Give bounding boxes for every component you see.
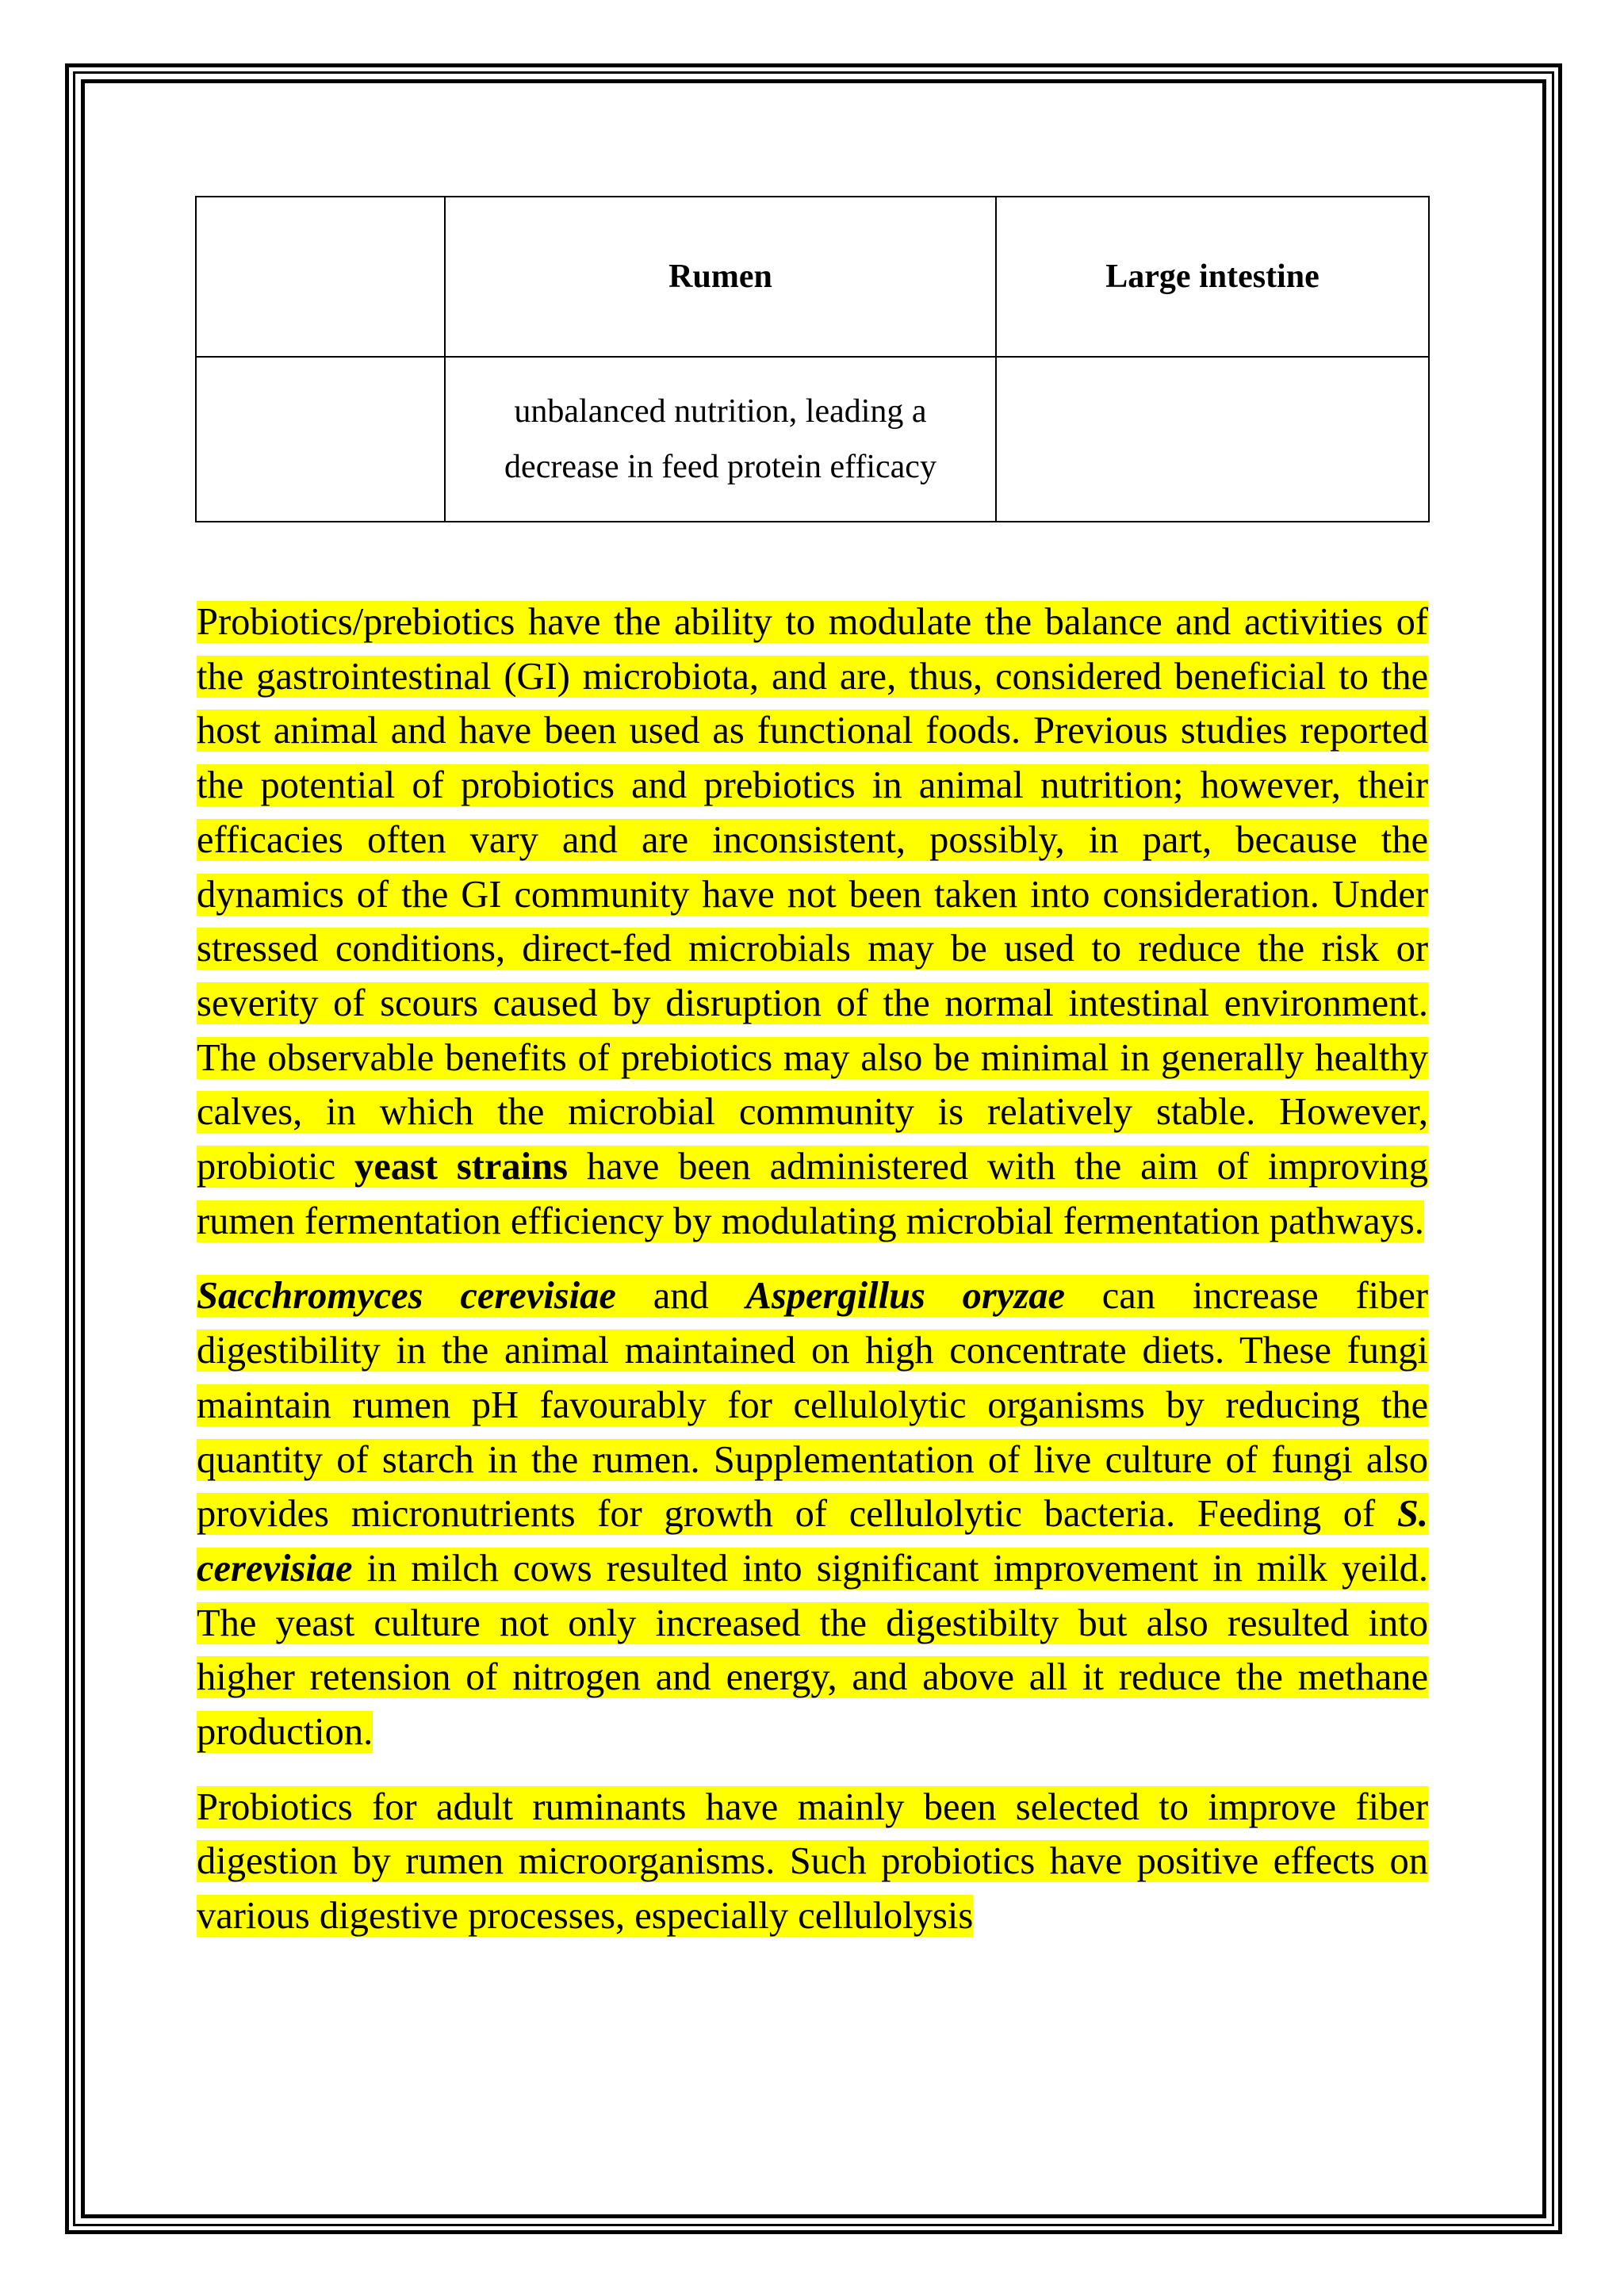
species-name: S. cerevisiae bbox=[197, 1493, 1428, 1590]
table-cell bbox=[196, 357, 445, 522]
paragraph-text: can increase fiber digestibility in the animal maintained on high concentrate diets. These fungi maintain rumen pH favourably for cellulolytic organisms by reducing the quantity of starch in the rumen. Supplementation of live culture of fungi also provides micronutrients for growth of cellulolytic bacteria. Feeding of bbox=[197, 1275, 1429, 1536]
highlighted-text bbox=[197, 1275, 1428, 1753]
paragraph-text: Probiotics for adult ruminants have mainly been selected to improve fiber digestion by rumen microorganisms. Such probiotics have positive effects on various digestive processes, especially cellulolysis bbox=[197, 1785, 1428, 1938]
highlighted-text bbox=[197, 1786, 1428, 1937]
table-row bbox=[196, 357, 1429, 522]
table-header-cell bbox=[196, 197, 445, 357]
paragraph-text: Probiotics/prebiotics have the ability to modulate the balance and activities of the gastrointestinal (GI) microbiota, and are, thus, considered beneficial to the host animal and have been used as functional foods. Previous studies reported the potential of probiotics and prebiotics in animal nutrition; however, their efficacies often vary and are inconsistent, possibly, in part, because the dynamics of the GI community have not been taken into consideration. Under stressed conditions, direct-fed microbials may be used to reduce the risk or severity of scours caused by disruption of the normal intestinal environment. The observable benefits of prebiotics may also be minimal in generally healthy calves, in which the microbial community is relatively stable. However, probiotic bbox=[197, 601, 1428, 1188]
table-header-cell: Rumen bbox=[445, 197, 996, 357]
table-header-cell: Large intestine bbox=[996, 197, 1429, 357]
table-header-row bbox=[196, 197, 1429, 357]
species-name: Sacchromyces cerevisiae bbox=[197, 1275, 616, 1318]
paragraph-fungi bbox=[197, 1269, 1428, 1759]
table-cell bbox=[996, 357, 1429, 522]
species-name: Aspergillus oryzae bbox=[745, 1275, 1065, 1318]
paragraph-adult-ruminants bbox=[197, 1781, 1428, 1944]
comparison-table bbox=[195, 196, 1430, 522]
bold-term: yeast strains bbox=[354, 1146, 568, 1188]
document-body bbox=[197, 595, 1428, 1965]
paragraph-probiotics-prebiotics bbox=[197, 595, 1428, 1249]
paragraph-text: have been administered with the aim of improving rumen fermentation efficiency by modulating microbial fermentation pathways. bbox=[197, 1146, 1428, 1242]
paragraph-text: in milch cows resulted into significant improvement in milk yeild. The yeast culture not only increased the digestibilty but also resulted into higher retension of nitrogen and energy, and above all it reduce the methane production. bbox=[197, 1547, 1428, 1754]
table-cell: unbalanced nutrition, leading a decrease in feed protein efficacy bbox=[445, 357, 996, 522]
paragraph-text: and bbox=[615, 1275, 746, 1318]
highlighted-text bbox=[197, 601, 1428, 1242]
